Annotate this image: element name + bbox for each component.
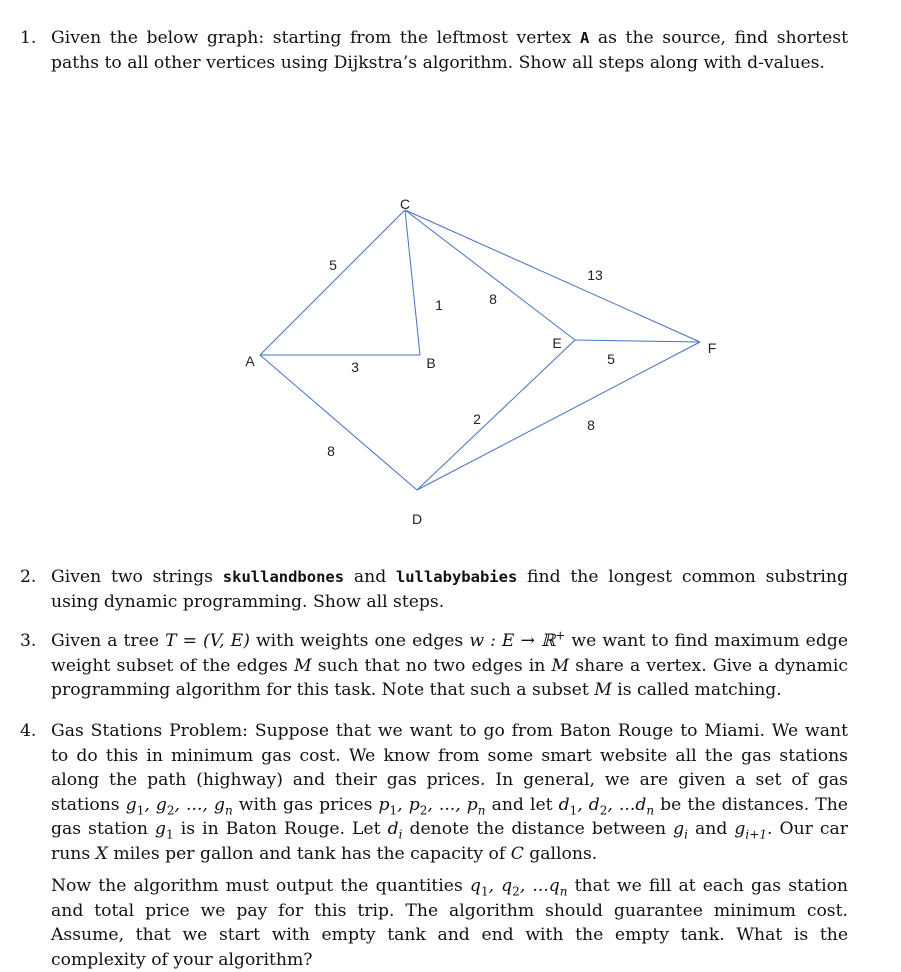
math-sub: i: [398, 827, 403, 842]
math: , ...d: [607, 794, 647, 815]
text-segment: with weights one edges: [249, 631, 470, 651]
math: C: [510, 843, 524, 864]
question-text: [51, 629, 848, 703]
text-segment: Given a tree: [51, 631, 166, 651]
question-3: [20, 629, 848, 703]
math: g: [673, 819, 685, 839]
text-segment: is in Baton Rouge. Let: [173, 819, 388, 839]
text-segment: that we fill at each gas station and total price we pay for this trip. The algorithm should guarantee minimum cost. Assume, that we start with empty tank and end with the empty tank. What is the complexity of your algorithm?: [51, 876, 848, 970]
text-segment: miles per gallon and tank has the capacity of: [107, 843, 511, 864]
question-number: 1.: [20, 28, 37, 48]
question-number: 3.: [20, 631, 37, 651]
edge-weight-a-b: 3: [351, 359, 359, 375]
edge-e-f: [575, 340, 700, 342]
math: M: [293, 655, 312, 676]
math: , q: [488, 876, 513, 896]
math: , g: [144, 794, 167, 815]
text-segment: be the distances. The gas station: [51, 794, 848, 839]
vertex-d: D: [411, 511, 423, 527]
math-sub: 1: [136, 802, 145, 817]
edge-a-c: [260, 210, 405, 355]
graph-diagram: [235, 190, 735, 535]
math: g: [154, 819, 166, 839]
math-sub: 2: [419, 802, 428, 817]
math-sub: n: [559, 884, 568, 899]
math: M: [594, 680, 612, 700]
text-segment: such that no two edges in: [311, 655, 552, 676]
math: w : E → ℝ: [469, 631, 556, 651]
math-sub: 2: [599, 802, 608, 817]
text-segment: share a vertex. Give a dynamic programming algorithm for this task. Note that such a subset: [51, 655, 848, 700]
edge-weight-a-d: 8: [327, 443, 335, 459]
question-text: [51, 565, 848, 614]
math-sub: n: [477, 802, 486, 817]
math-sub: i+1: [745, 827, 767, 842]
graph-labels: [245, 196, 716, 527]
question-paragraph-2: [51, 874, 848, 972]
edge-weight-c-f: 13: [587, 267, 603, 283]
text-segment: gallons.: [523, 843, 598, 864]
vertex-c: C: [399, 196, 411, 212]
text-segment: . Our car runs: [51, 819, 849, 864]
question-paragraph-1: [51, 719, 848, 866]
question-2: [20, 565, 848, 614]
edge-b-c: [405, 210, 420, 355]
text-segment: as the source, find shortest paths to all other vertices using Dijkstra’s algorithm. Show all steps along with d-values.: [51, 28, 848, 73]
edge-d-e: [417, 340, 575, 490]
math: q: [469, 876, 481, 896]
math: g: [734, 819, 746, 839]
vertex-b: B: [426, 355, 436, 371]
vertex-f: F: [707, 340, 717, 356]
text-segment: and let: [485, 794, 559, 815]
text-segment: and: [344, 567, 396, 587]
math: g: [125, 794, 137, 815]
vertex-a: A: [245, 353, 255, 369]
math: , ..., p: [427, 794, 478, 815]
text-segment: Now the algorithm must output the quantities: [51, 876, 470, 896]
math-sub: n: [224, 802, 233, 817]
math-sub: 1: [480, 884, 489, 899]
question-number: 2.: [20, 567, 37, 587]
text-segment: Given the below graph: starting from the leftmost vertex: [51, 28, 580, 48]
math-sub: 1: [389, 802, 398, 817]
math: T = (V, E): [165, 631, 250, 651]
math: , ..., g: [174, 794, 225, 815]
vertex-e: E: [552, 335, 562, 351]
math: , ...q: [519, 876, 560, 896]
text-segment: is called matching.: [611, 680, 782, 700]
edge-a-d: [260, 355, 417, 490]
math: , d: [577, 794, 600, 815]
graph-edges: [260, 210, 700, 490]
math-sub: i: [684, 827, 688, 842]
edge-weight-c-e: 8: [489, 291, 497, 307]
math: X: [95, 843, 108, 864]
text-segment: denote the distance between: [402, 819, 674, 839]
edge-d-f: [417, 342, 700, 490]
edge-weight-b-c: 1: [435, 297, 443, 313]
math-sub: 1: [166, 827, 174, 842]
text-segment: find the longest common substring using dynamic programming. Show all steps.: [51, 567, 849, 612]
math-sub: n: [646, 802, 655, 817]
text-segment: with gas prices: [232, 794, 379, 815]
edge-weight-d-f: 8: [587, 417, 595, 433]
text-segment: Given two strings: [51, 567, 223, 587]
text-segment: we want to find maximum edge weight subset of the edges: [51, 631, 849, 676]
text-segment: Gas Stations Problem: Suppose that we want to go from Baton Rouge to Miami. We want to do this in minimum gas cost. We know from some smart website all the gas stations along the path (highway) and their gas prices. In general, we are given a set of gas stations: [51, 721, 848, 815]
math-sub: 1: [569, 802, 578, 817]
text-segment: and: [687, 819, 735, 839]
edge-weight-d-e: 2: [473, 411, 481, 427]
math-sub: 2: [166, 802, 175, 817]
math: d: [558, 794, 570, 815]
source-vertex: A: [579, 29, 590, 47]
math: , p: [397, 794, 420, 815]
string-2: lullabybabies: [395, 568, 518, 586]
string-1: skullandbones: [222, 568, 345, 586]
math: M: [551, 655, 570, 676]
question-text: [51, 26, 848, 75]
question-1: [20, 26, 848, 75]
math-sup: +: [555, 628, 566, 643]
question-4: [20, 719, 848, 972]
math-sub: 2: [512, 884, 520, 899]
math: p: [378, 794, 390, 815]
question-number: 4.: [20, 721, 37, 741]
math: d: [387, 819, 399, 839]
edge-weight-a-c: 5: [329, 257, 337, 273]
edge-weight-e-f: 5: [607, 351, 615, 367]
